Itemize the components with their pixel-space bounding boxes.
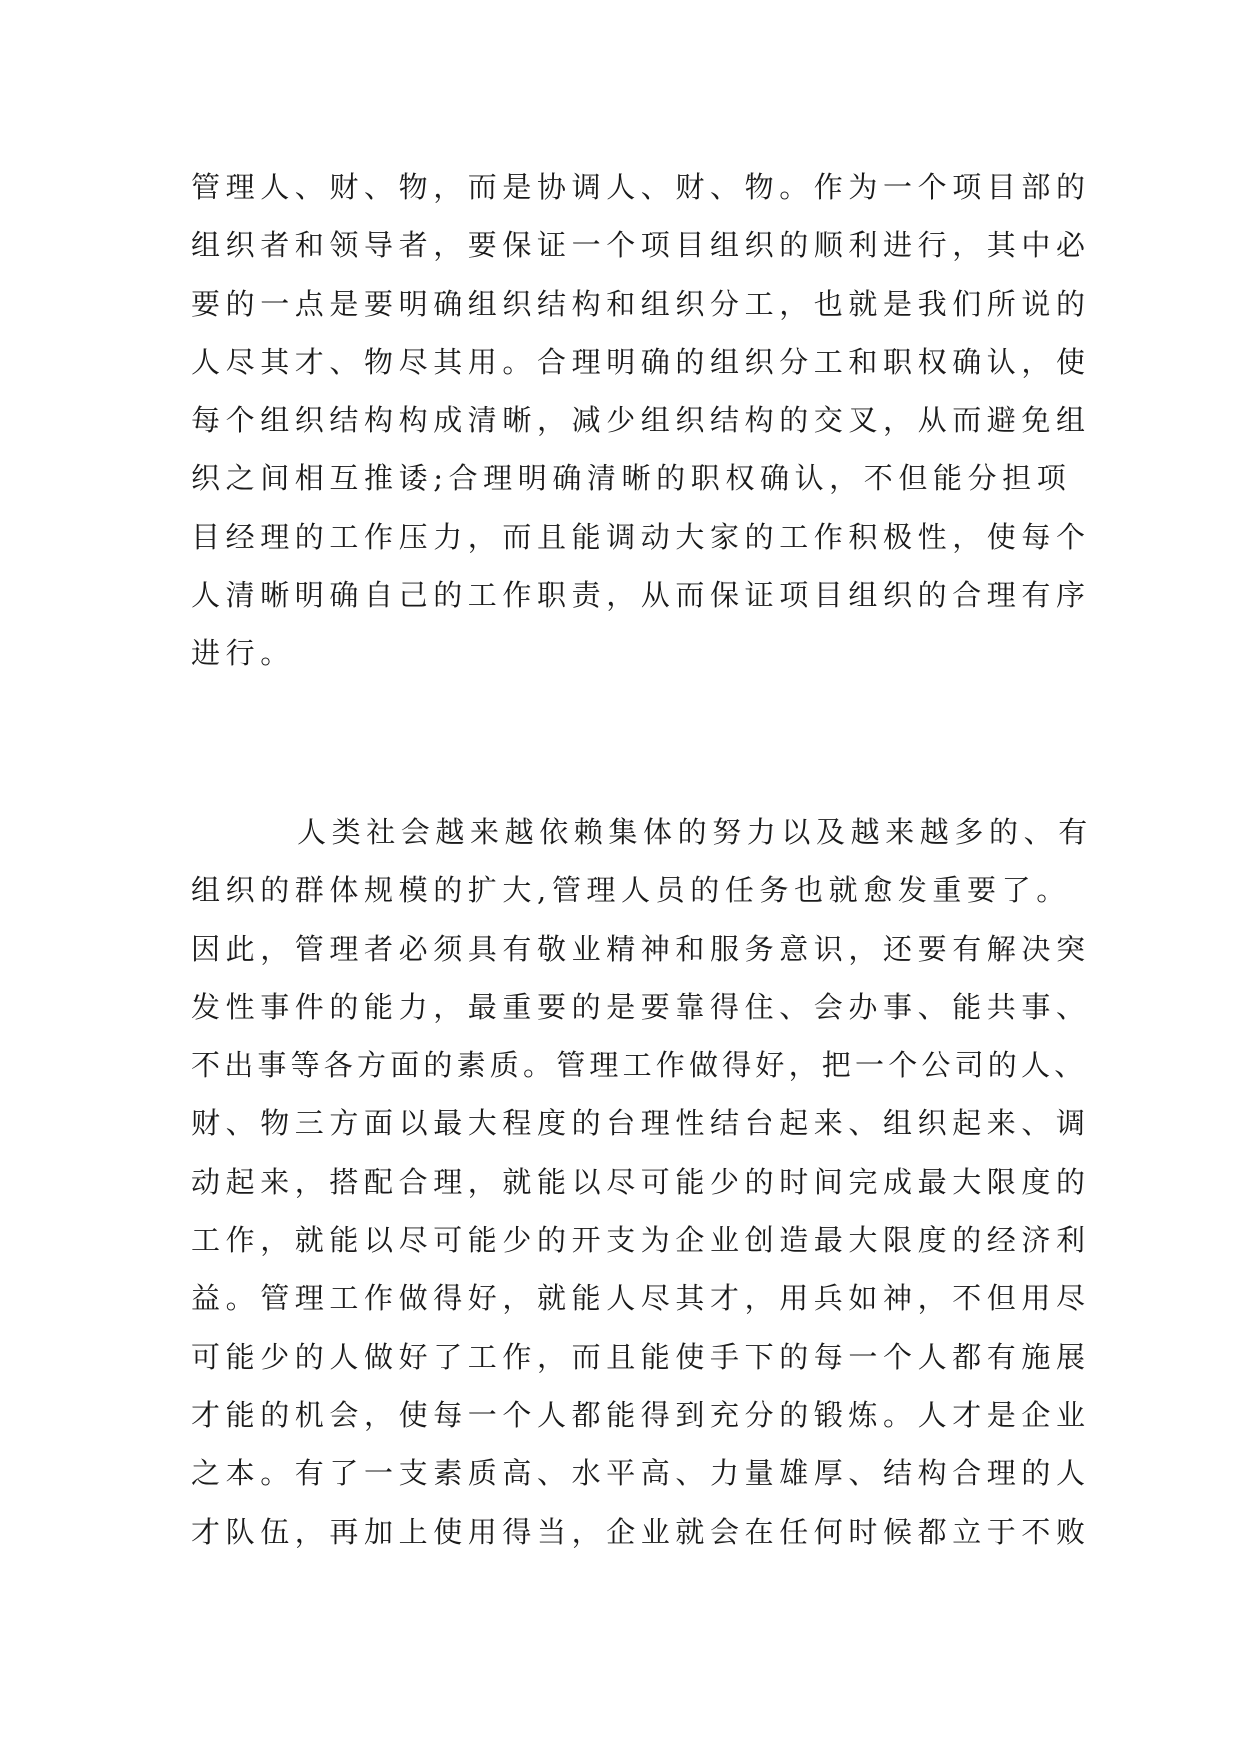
- text-line: 才能的机会，使每一个人都能得到充分的锻炼。人才是企业: [191, 1397, 1091, 1432]
- text-line: 之本。有了一支素质高、水平高、力量雄厚、结构合理的人: [191, 1456, 1091, 1491]
- paragraph-2: [191, 803, 1093, 1561]
- text-line: 目经理的工作压力，而且能调动大家的工作积极性，使每个: [191, 519, 1091, 554]
- text-line-indented: 人类社会越来越依赖集体的努力以及越来越多的、有: [297, 815, 1093, 849]
- text-line: 组织的群体规模的扩大,管理人员的任务也就愈发重要了。: [191, 873, 1071, 908]
- text-line: 人清晰明确自己的工作职责，从而保证项目组织的合理有序: [191, 578, 1091, 613]
- text-line: 人尽其才、物尽其用。合理明确的组织分工和职权确认，使: [191, 344, 1091, 379]
- text-line: 发性事件的能力，最重要的是要靠得住、会办事、能共事、: [191, 989, 1091, 1024]
- text-line: 每个组织结构构成清晰，减少组织结构的交叉，从而避免组: [191, 403, 1091, 438]
- text-line: 不出事等各方面的素质。管理工作做得好，把一个公司的人、: [191, 1048, 1088, 1083]
- text-line: 进行。: [191, 636, 295, 671]
- text-line: 财、物三方面以最大程度的台理性结台起来、组织起来、调: [191, 1106, 1091, 1141]
- text-line: 益。管理工作做得好，就能人尽其才，用兵如神，不但用尽: [191, 1281, 1091, 1316]
- text-line: 因此，管理者必须具有敬业精神和服务意识，还要有解决突: [191, 931, 1091, 966]
- text-line: 动起来，搭配合理，就能以尽可能少的时间完成最大限度的: [191, 1164, 1091, 1199]
- text-line: 组织者和领导者，要保证一个项目组织的顺利进行，其中必: [191, 228, 1091, 263]
- text-line: 工作，就能以尽可能少的开支为企业创造最大限度的经济利: [191, 1223, 1091, 1258]
- text-line: 管理人、财、物，而是协调人、财、物。作为一个项目部的: [191, 170, 1091, 204]
- text-line: 要的一点是要明确组织结构和组织分工，也就是我们所说的: [191, 286, 1091, 321]
- text-line: 织之间相互推诿;合理明确清晰的职权确认，不但能分担项: [191, 461, 1072, 496]
- text-line: 才队伍，再加上使用得当，企业就会在任何时候都立于不败: [191, 1514, 1091, 1549]
- text-line: 可能少的人做好了工作，而且能使手下的每一个人都有施展: [191, 1339, 1091, 1374]
- paragraph-1: [191, 158, 1091, 683]
